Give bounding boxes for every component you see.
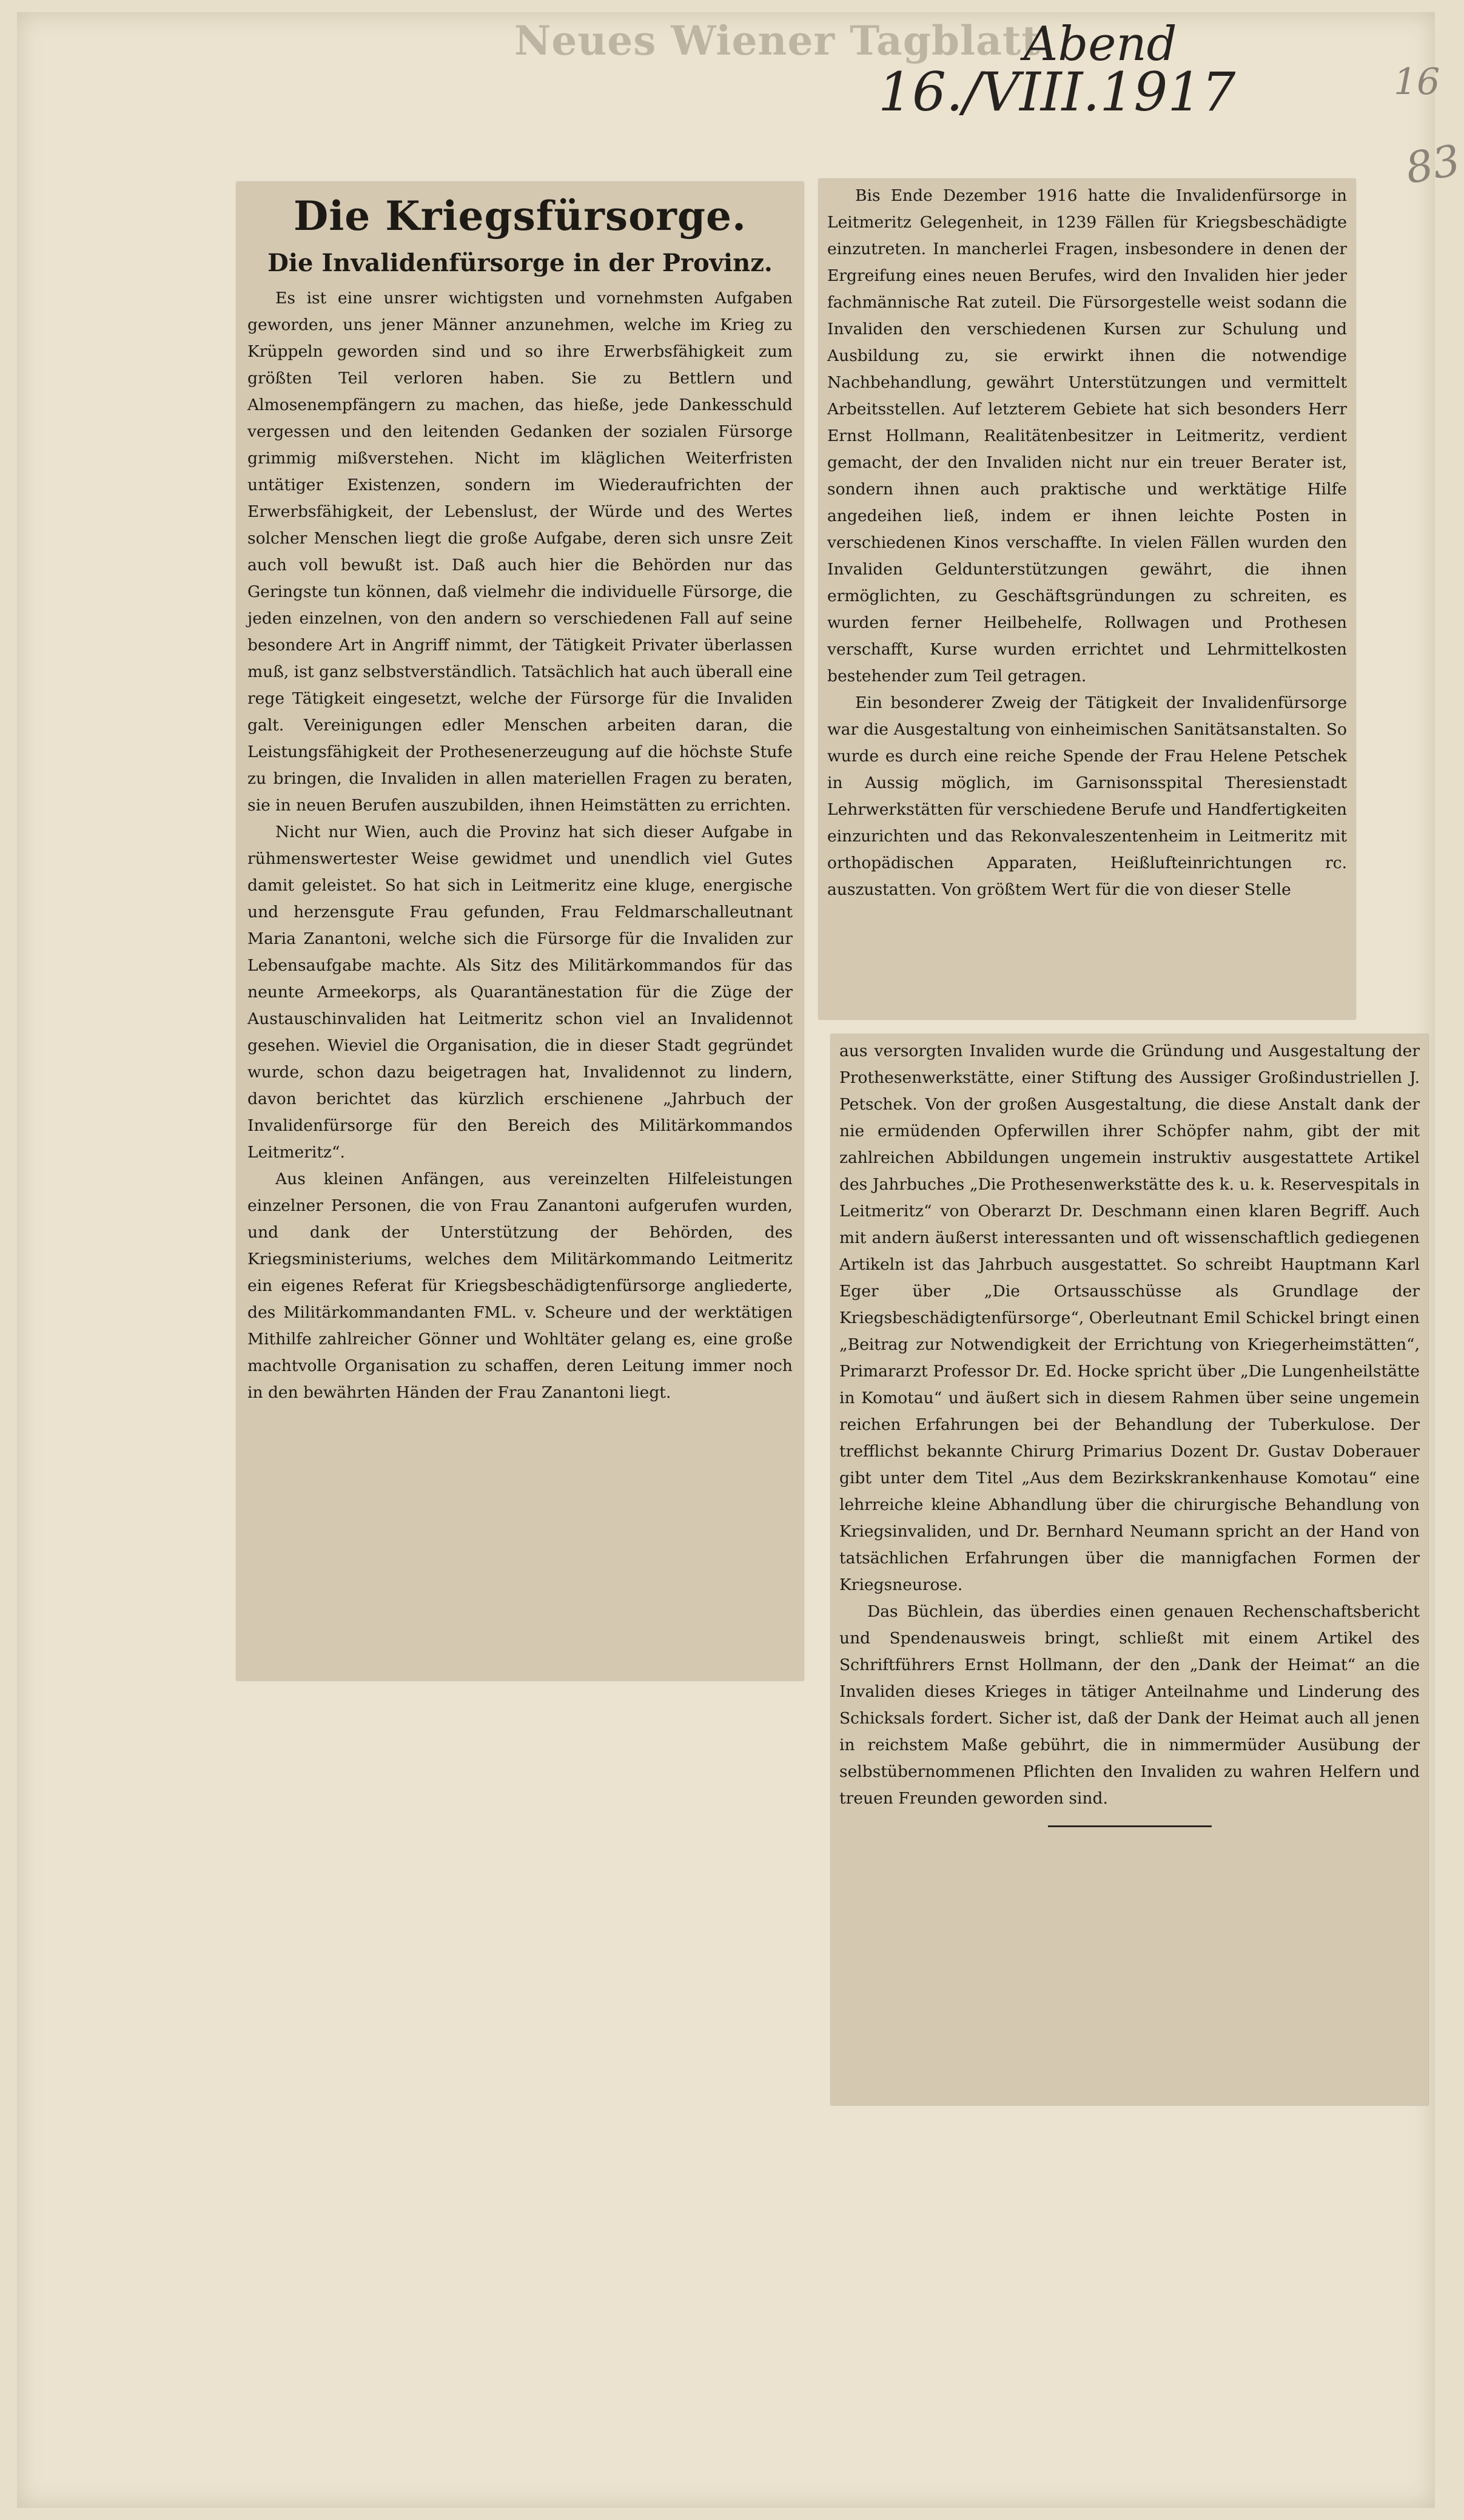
page-mark: 83 bbox=[1402, 135, 1464, 194]
paragraph: Bis Ende Dezember 1916 hatte die Invalidenfürsorge in Leitmeritz Gelegenheit, in 1239 Fällen für Kriegsbeschädigte einzutreten. In mancherlei Fragen, insbesondere in denen der Ergreifung eines neuen Berufes, wird den Invaliden hier jeder fachmännische Rat zuteil. Die Fürsorgestelle weist sodann die Invaliden den verschiedenen Kursen zur Schulung und Ausbildung zu, sie erwirkt ihnen die notwendige Nachbehandlung, gewährt Unterstützungen und vermittelt Arbeitsstellen. Auf letzterem Gebiete hat sich besonders Herr Ernst Hollmann, Realitätenbesitzer in Leitmeritz, verdient gemacht, der den Invaliden nicht nur ein treuer Berater ist, sondern ihnen auch praktische und werktätige Hilfe angedeihen ließ, indem er ihnen leichte Posten in verschiedenen Kinos verschaffte. In vielen Fällen wurden den Invaliden Geldunterstützungen gewährt, die ihnen ermöglichten, zu Geschäftsgründungen zu schreiten, es wurden ferner Heilbehelfe, Rollwagen und Prothesen verschafft, Kurse wurden errichtet und Lehrmittelkosten bestehender zum Teil getragen. bbox=[827, 186, 1347, 686]
handwritten-date: 16./VIII.1917 bbox=[878, 61, 1236, 123]
masthead-stamp: Neues Wiener Tagblatt bbox=[514, 17, 1041, 64]
paragraph: aus versorgten Invaliden wurde die Gründung und Ausgestaltung der Prothesenwerkstätte, einer Stiftung des Aussiger Großindustriellen J. Petschek. Von der großen Ausgestaltung, die diese Anstalt dank der nie ermüdenden Opferwillen ihrer Schöpfer nahm, gibt der mit zahlreichen Abbildungen ungemein instruktiv ausgestattete Artikel des Jahrbuches „Die Prothesenwerkstätte des k. u. k. Reservespitals in Leitmeritz“ von Oberarzt Dr. Deschmann einen klaren Begriff. Auch mit andern äußerst interessanten und oft wissenschaftlich gediegenen Artikeln ist das Jahrbuch ausgestattet. So schreibt Hauptmann Karl Eger über „Die Ortsausschüsse als Grundlage der Kriegsbeschädigtenfürsorge“, Oberleutnant Emil Schickel bringt einen „Beitrag zur Notwendigkeit der Errichtung von Kriegerheimstätten“, Primararzt Professor Dr. Ed. Hocke spricht über „Die Lungenheilstätte in Komotau“ und äußert sich in diesem Rahmen über seine ungemein reichen Erfahrungen bei der Behandlung der Tuberkulose. Der trefflichst bekannte Chirurg Primarius Dozent Dr. Gustav Doberauer gibt unter dem Titel „Aus dem Bezirkskrankenhause Komotau“ eine lehrreiche kleine Abhandlung über die chirurgische Behandlung von Kriegsinvaliden, und Dr. Bernhard Neumann spricht an der Hand von tatsächlichen Erfahrungen über die mannigfachen Formen der Kriegsneurose. bbox=[839, 1042, 1420, 1594]
column-2-text bbox=[819, 179, 1355, 903]
paragraph: Ein besonderer Zweig der Tätigkeit der Invalidenfürsorge war die Ausgestaltung von einheimischen Sanitätsanstalten. So wurde es durch eine reiche Spende der Frau Helene Petschek in Aussig möglich, im Garnisonsspital Theresienstadt Lehrwerkstätten für verschiedene Berufe und Handfertigkeiten einzurichten und das Rekonvaleszentenheim in Leitmeritz mit orthopädischen Apparaten, Heißlufteinrichtungen rc. auszustatten. Von größtem Wert für die von dieser Stelle bbox=[827, 693, 1347, 899]
column-1-text bbox=[237, 285, 804, 1406]
handwritten-edition: Abend bbox=[1024, 17, 1177, 72]
end-rule bbox=[1048, 1825, 1212, 1827]
clipping-column-3 bbox=[831, 1034, 1428, 2105]
paragraph: Das Büchlein, das überdies einen genauen Rechenschaftsbericht und Spendenausweis bringt, schließt mit einem Artikel des Schriftführers Ernst Hollmann, der den „Dank der Heimat“ an die Invaliden dieses Krieges in tätiger Anteilnahme und Linderung des Schicksals fordert. Sicher ist, daß der Dank der Heimat auch all jenen in reichstem Maße gebührt, die in nimmermüder Ausübung der selbstübernommenen Pflichten den Invaliden zu wahren Helfern und treuen Freunden geworden sind. bbox=[839, 1602, 1420, 1808]
clipping-column-2 bbox=[819, 179, 1355, 1019]
paragraph: Es ist eine unsrer wichtigsten und vornehmsten Aufgaben geworden, uns jener Männer anzunehmen, welche im Krieg zu Krüppeln geworden sind und so ihre Erwerbsfähigkeit zum größten Teil verloren haben. Sie zu Bettlern und Almosenempfängern zu machen, das hieße, jede Dankesschuld vergessen und den leitenden Gedanken der sozialen Fürsorge grimmig mißverstehen. Nicht im kläglichen Weiterfristen untätiger Existenzen, sondern im Wiederaufrichten der Erwerbsfähigkeit, der Lebenslust, der Würde und des Wertes solcher Menschen liegt die große Aufgabe, deren sich unsre Zeit auch voll bewußt ist. Daß auch hier die Behörden nur das Geringste tun können, daß vielmehr die individuelle Fürsorge, die jeden einzelnen, von den andern so verschiedenen Fall auf seine besondere Art in Angriff nimmt, der Tätigkeit Privater überlassen muß, ist ganz selbstverständlich. Tatsächlich hat auch überall eine rege Tätigkeit eingesetzt, welche der Fürsorge für die Invaliden galt. Vereinigungen edler Menschen arbeiten daran, die Leistungsfähigkeit der Prothesenerzeugung auf die höchste Stufe zu bringen, die Invaliden in allen materiellen Fragen zu beraten, sie in neuen Berufen auszubilden, ihnen Heimstätten zu errichten. bbox=[247, 289, 793, 815]
clipping-column-1 bbox=[237, 182, 804, 1680]
article-title: Die Kriegsfürsorge. bbox=[294, 192, 747, 240]
paragraph: Aus kleinen Anfängen, aus vereinzelten Hilfeleistungen einzelner Personen, die von Frau Zanantoni aufgerufen wurden, und dank der Unterstützung der Behörden, des Kriegsministeriums, welches dem Militärkommando Leitmeritz ein eigenes Referat für Kriegsbeschädigtenfürsorge angliederte, des Militärkommandanten FML. v. Scheure und der werktätigen Mithilfe zahlreicher Gönner und Wohltäter gelang es, eine große machtvolle Organisation zu schaffen, deren Leitung immer noch in den bewährten Händen der Frau Zanantoni liegt. bbox=[247, 1170, 793, 1402]
archive-number: 16 bbox=[1394, 61, 1440, 103]
article-subtitle: Die Invalidenfürsorge in der Provinz. bbox=[267, 249, 773, 277]
column-3-text bbox=[831, 1034, 1428, 1812]
paragraph: Nicht nur Wien, auch die Provinz hat sich dieser Aufgabe in rühmenswertester Weise gewidmet und unendlich viel Gutes damit geleistet. So hat sich in Leitmeritz eine kluge, energische und herzensgute Frau gefunden, Frau Feldmarschalleutnant Maria Zanantoni, welche sich die Fürsorge für die Invaliden zur Lebensaufgabe machte. Als Sitz des Militärkommandos für das neunte Armeekorps, als Quarantänestation für die Züge der Austauschinvaliden hat Leitmeritz schon viel an Invalidennot gesehen. Wieviel die Organisation, die in dieser Stadt gegründet wurde, schon dazu beigetragen hat, Invalidennot zu lindern, davon berichtet das kürzlich erschienene „Jahrbuch der Invalidenfürsorge für den Bereich des Militärkommandos Leitmeritz“. bbox=[247, 823, 793, 1162]
